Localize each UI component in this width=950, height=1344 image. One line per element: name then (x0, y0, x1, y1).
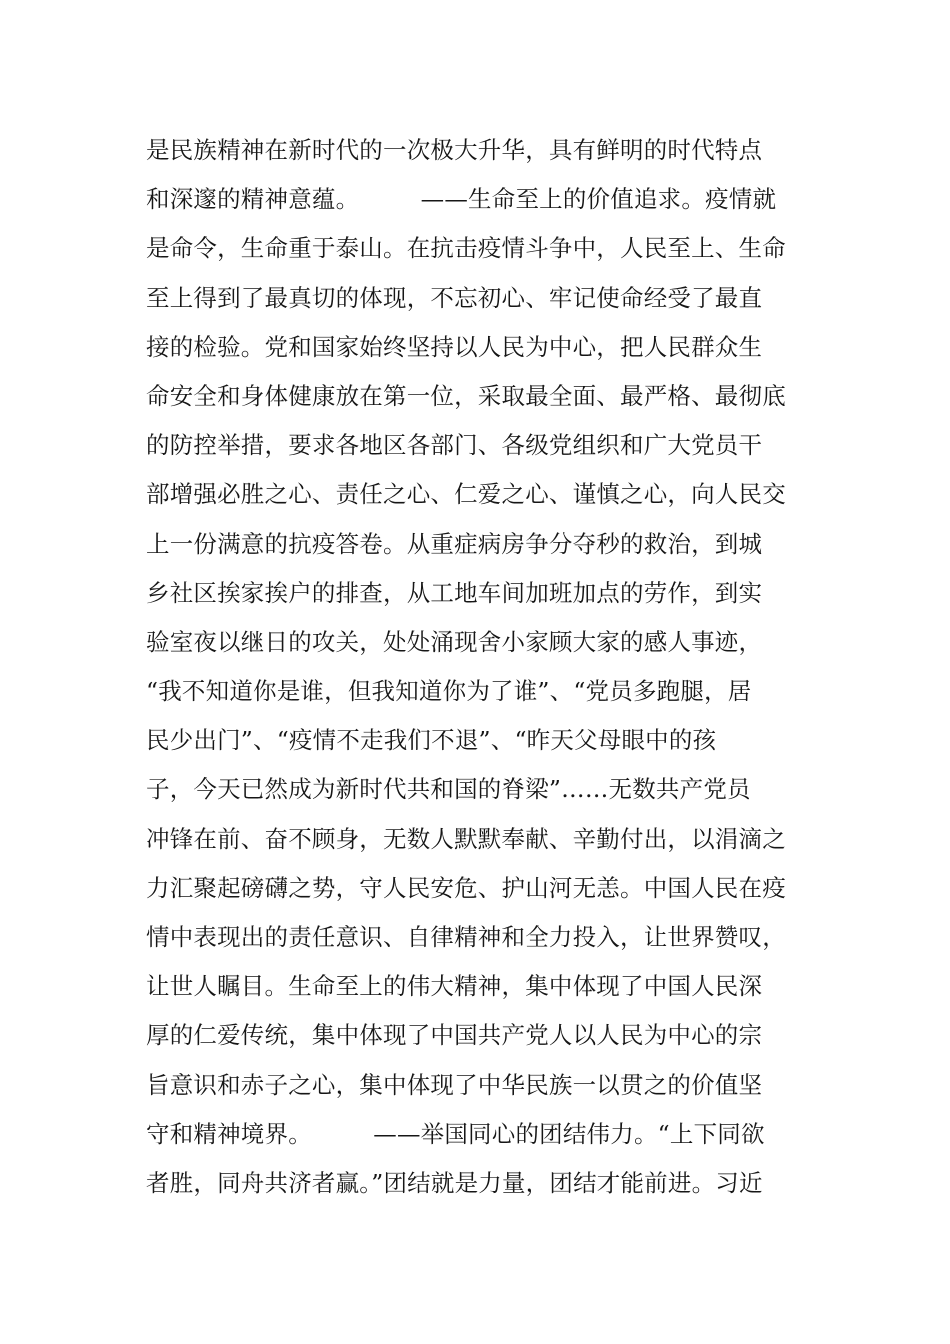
text-line: 验室夜以继日的攻关，处处涌现舍小家顾大家的感人事迹， (146, 627, 763, 656)
text-line: 上一份满意的抗疫答卷。从重症病房争分夺秒的救治，到城 (146, 529, 763, 558)
text-line: 让世人瞩目。生命至上的伟大精神，集中体现了中国人民深 (146, 972, 763, 1001)
text-line: 民少出门”、“疫情不走我们不退”、“昨天父母眼中的孩 (146, 726, 717, 755)
text-line: 乡社区挨家挨户的排查，从工地车间加班加点的劳作，到实 (146, 578, 763, 607)
text-line: 部增强必胜之心、责任之心、仁爱之心、谨慎之心，向人民交 (146, 480, 786, 509)
text-line: 命安全和身体健康放在第一位，采取最全面、最严格、最彻底 (146, 381, 786, 410)
text-line: “我不知道你是谁，但我知道你为了谁”、“党员多跑腿，居 (146, 677, 752, 706)
text-line: 力汇聚起磅礴之势，守人民安危、护山河无恙。中国人民在疫 (146, 873, 786, 902)
text-line: 至上得到了最真切的体现，不忘初心、牢记使命经受了最直 (146, 283, 763, 312)
text-line: 守和精神境界。 ——举国同心的团结伟力。“上下同欲 (146, 1119, 765, 1148)
text-line: 接的检验。党和国家始终坚持以人民为中心，把人民群众生 (146, 332, 763, 361)
text-line: 厚的仁爱传统，集中体现了中国共产党人以人民为中心的宗 (146, 1021, 763, 1050)
text-line: 是命令，生命重于泰山。在抗击疫情斗争中，人民至上、生命 (146, 234, 786, 263)
text-line: 的防控举措，要求各地区各部门、各级党组织和广大党员干 (146, 431, 763, 460)
text-line: 是民族精神在新时代的一次极大升华，具有鲜明的时代特点 (146, 136, 763, 164)
text-line: 旨意识和赤子之心，集中体现了中华民族一以贯之的价值坚 (146, 1070, 763, 1099)
text-line: 冲锋在前、奋不顾身，无数人默默奉献、辛勤付出，以涓滴之 (146, 824, 786, 853)
text-line: 情中表现出的责任意识、自律精神和全力投入，让世界赞叹， (146, 923, 786, 951)
text-line: 者胜，同舟共济者赢。”团结就是力量，团结才能前进。习近 (146, 1168, 763, 1197)
body-text (146, 126, 814, 1208)
text-line: 子，今天已然成为新时代共和国的脊梁”……无数共产党员 (146, 775, 751, 804)
text-line: 和深邃的精神意蕴。 ——生命至上的价值追求。疫情就 (146, 185, 777, 214)
